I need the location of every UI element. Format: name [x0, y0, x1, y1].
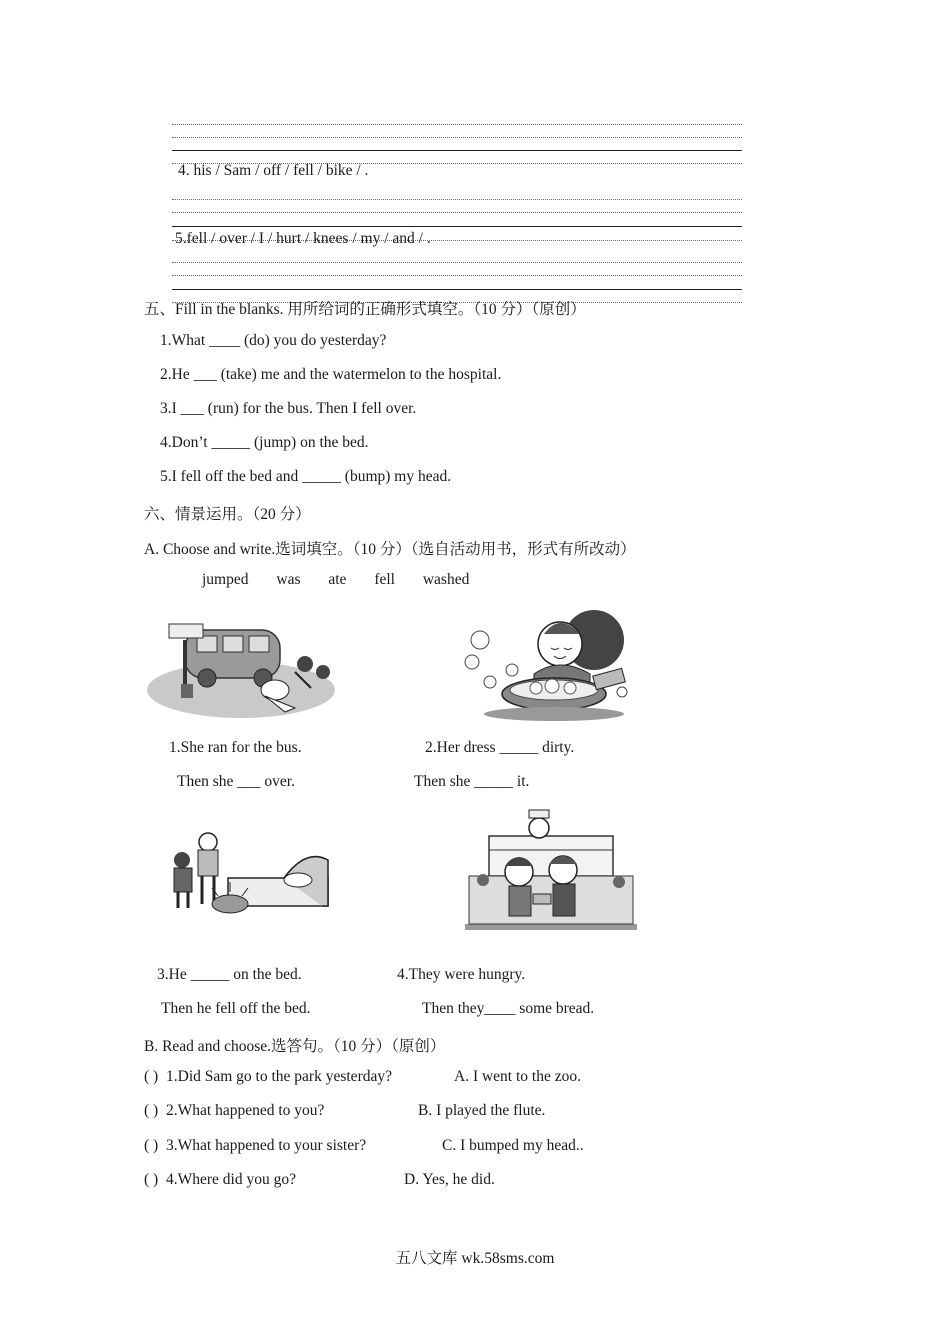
reorder-item-5: 5.fell / over / I / hurt / knees / my / and / . — [175, 230, 431, 247]
section5-heading: 五、Fill in the blanks. 用所给词的正确形式填空。（10 分）（原创） — [144, 301, 586, 318]
reorder-item-4: 4. his / Sam / off / fell / bike / . — [178, 162, 369, 179]
partB-answer: D. Yes, he did. — [404, 1171, 495, 1188]
partA-q4-line2: Then they____ some bread. — [422, 1000, 595, 1017]
partA-q1-line1: 1.She ran for the bus. — [169, 739, 302, 756]
writing-line — [172, 212, 742, 213]
word-bank — [202, 571, 493, 589]
word-bank-item: washed — [422, 571, 470, 588]
writing-line — [172, 150, 742, 151]
partB-paren: ( ) — [144, 1068, 159, 1085]
partB-answer: A. I went to the zoo. — [454, 1068, 581, 1085]
section5-item: 5.I fell off the bed and _____ (bump) my head. — [160, 468, 452, 485]
section6-heading: 六、情景运用。（20 分） — [144, 506, 311, 523]
partB-paren: ( ) — [144, 1102, 159, 1119]
partB-question: 4.Where did you go? — [166, 1171, 296, 1188]
illustration-children-bread-shop — [463, 806, 639, 932]
partA-q2-line1: 2.Her dress _____ dirty. — [425, 739, 575, 756]
writing-line — [172, 124, 742, 125]
writing-line — [172, 275, 742, 276]
word-bank-item: ate — [328, 571, 347, 588]
writing-line — [172, 262, 742, 263]
word-bank-item: jumped — [202, 571, 249, 588]
writing-line — [172, 137, 742, 138]
writing-line — [172, 289, 742, 290]
word-bank-item: fell — [374, 571, 395, 588]
section5-item: 3.I ___ (run) for the bus. Then I fell over. — [160, 400, 417, 417]
illustration-boy-fell-off-bed — [158, 830, 330, 918]
writing-line — [172, 226, 742, 227]
partB-answer: B. I played the flute. — [418, 1102, 546, 1119]
partB-question: 2.What happened to you? — [166, 1102, 325, 1119]
section5-item: 1.What ____ (do) you do yesterday? — [160, 332, 387, 349]
partB-answer: C. I bumped my head.. — [442, 1137, 584, 1154]
partA-q3-line1: 3.He _____ on the bed. — [157, 966, 302, 983]
partB-question: 3.What happened to your sister? — [166, 1137, 367, 1154]
word-bank-item: was — [276, 571, 301, 588]
partA-q1-line2: Then she ___ over. — [177, 773, 295, 790]
section5-item: 2.He ___ (take) me and the watermelon to the hospital. — [160, 366, 502, 383]
partA-heading: A. Choose and write.选词填空。（10 分）（选自活动用书，形式有所改动） — [144, 541, 636, 558]
partA-q3-line2: Then he fell off the bed. — [161, 1000, 311, 1017]
partA-q4-line1: 4.They were hungry. — [397, 966, 526, 983]
section5-item: 4.Don’t _____ (jump) on the bed. — [160, 434, 369, 451]
illustration-girl-washing — [444, 604, 664, 724]
partB-paren: ( ) — [144, 1171, 159, 1188]
page-footer: 五八文库 wk.58sms.com — [395, 1250, 555, 1267]
writing-line — [172, 199, 742, 200]
illustration-girl-fell-over — [145, 612, 337, 722]
partB-question: 1.Did Sam go to the park yesterday? — [166, 1068, 392, 1085]
partA-q2-line2: Then she _____ it. — [414, 773, 530, 790]
partB-heading: B. Read and choose.选答句。（10 分）（原创） — [144, 1038, 446, 1055]
partB-paren: ( ) — [144, 1137, 159, 1154]
